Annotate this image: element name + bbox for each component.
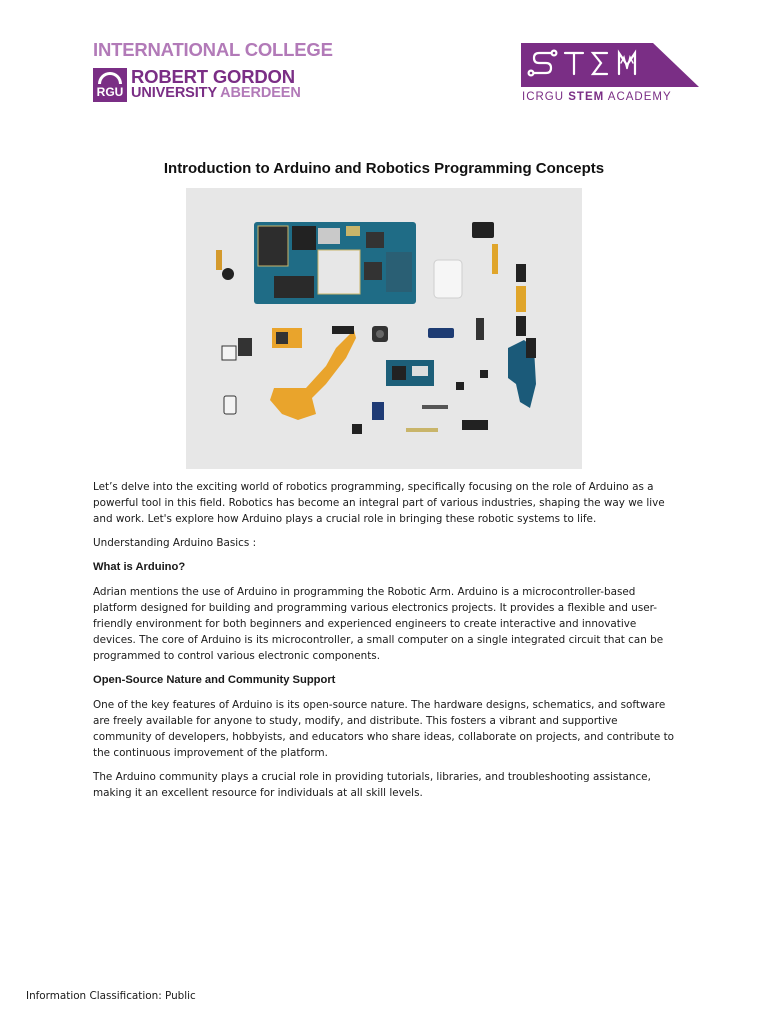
circuit-board-icon: [254, 222, 416, 304]
rgu-line2: UNIVERSITY ABERDEEN: [131, 85, 301, 101]
community-paragraph: The Arduino community plays a crucial role in providing tutorials, libraries, and troubleshooting assistance, making it an excellent resource for individuals at all skill levels.: [93, 771, 651, 799]
what-is-arduino-paragraph: Adrian mentions the use of Arduino in programming the Robotic Arm. Arduino is a microcontroller-based platform designed for building and programming various electronics projects. It provides a flexible and user-friendly environment for both beginners and experienced engineers to create interactive and innovative devices. The core of Arduino is its microcontroller, a small computer on a single integrated circuit that can be programmed to control various electronic components.: [93, 586, 664, 662]
classification-footer: Information Classification: Public: [26, 990, 196, 1002]
open-source-paragraph: One of the key features of Arduino is its open-source nature. The hardware designs, schematics, and software are freely available for anyone to study, modify, and distribute. This fosters a vibrant and supportive community of developers, hobbyists, and educators who share ideas, collaborate on projects, and contribute to the continuous improvement of the platform.: [93, 699, 675, 759]
stem-academy-logo: [521, 43, 701, 105]
basics-label: Understanding Arduino Basics :: [93, 537, 257, 549]
intro-paragraph: Let’s delve into the exciting world of robotics programming, specifically focusing on the role of Arduino as a powerful tool in this field. Robotics has become an integral part of various industries, shaping the way we live and work. Let's explore how Arduino plays a crucial role in bringing these robotic systems to life.: [93, 481, 665, 525]
rgu-logo: [93, 39, 333, 102]
rgu-line1: ROBERT GORDON: [131, 66, 295, 87]
stem-caption: ICRGU STEM ACADEMY: [522, 91, 672, 103]
article-body: [93, 479, 675, 809]
rgu-wordmark: [93, 68, 303, 102]
page-title: Introduction to Arduino and Robotics Programming Concepts: [163, 160, 605, 177]
section-heading-what-is-arduino: What is Arduino?: [93, 561, 186, 573]
section-heading-open-source: Open-Source Nature and Community Support: [93, 674, 336, 686]
rgu-name: [131, 68, 301, 102]
college-line: INTERNATIONAL COLLEGE: [93, 39, 333, 60]
rgu-badge-icon: RGU: [93, 68, 127, 102]
electronic-components-photo: [186, 188, 582, 469]
stem-banner-icon: [521, 43, 699, 87]
